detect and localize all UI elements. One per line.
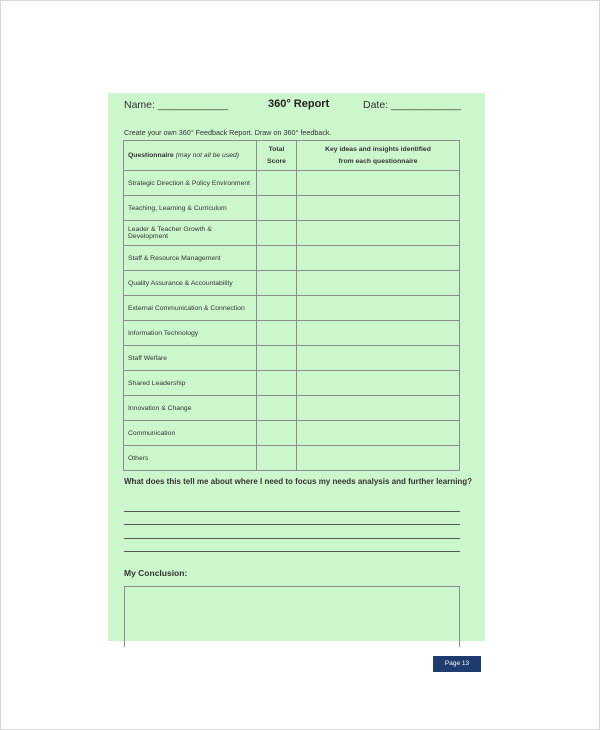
table-row	[124, 221, 460, 246]
score-cell[interactable]	[257, 271, 297, 296]
conclusion-box[interactable]	[124, 586, 460, 647]
insights-cell[interactable]	[297, 246, 460, 271]
header-total-score	[257, 141, 297, 171]
insights-cell[interactable]	[297, 221, 460, 246]
header-insights-line1: Key ideas and insights identified	[325, 145, 431, 153]
header-insights-line2: from each questionnaire	[338, 157, 418, 165]
conclusion-label: My Conclusion:	[124, 568, 188, 578]
score-cell[interactable]	[257, 171, 297, 196]
table-row	[124, 346, 460, 371]
insights-cell[interactable]	[297, 196, 460, 221]
header-questionnaire	[124, 141, 257, 171]
report-header	[108, 93, 485, 115]
insights-cell[interactable]	[297, 346, 460, 371]
insights-cell[interactable]	[297, 421, 460, 446]
row-label: Innovation & Change	[124, 396, 257, 421]
table-row	[124, 371, 460, 396]
header-questionnaire-label: Questionnaire	[128, 151, 174, 159]
table-row	[124, 271, 460, 296]
score-cell[interactable]	[257, 221, 297, 246]
report-title: 360° Report	[268, 98, 330, 110]
row-label: Communication	[124, 421, 257, 446]
date-field[interactable]: Date: ____________	[363, 99, 462, 111]
header-score-line1: Total	[268, 145, 285, 153]
row-label: Shared Leadership	[124, 371, 257, 396]
answer-line[interactable]	[124, 511, 460, 512]
score-cell[interactable]	[257, 296, 297, 321]
table-row	[124, 321, 460, 346]
table-row	[124, 171, 460, 196]
page-number-badge: Page 13	[433, 656, 481, 672]
table-row	[124, 421, 460, 446]
insights-cell[interactable]	[297, 371, 460, 396]
insights-cell[interactable]	[297, 321, 460, 346]
insights-cell[interactable]	[297, 446, 460, 471]
row-label: Staff Welfare	[124, 346, 257, 371]
insights-cell[interactable]	[297, 171, 460, 196]
table-row	[124, 196, 460, 221]
score-cell[interactable]	[257, 196, 297, 221]
intro-text: Create your own 360° Feedback Report. Draw on 360° feedback.	[124, 128, 332, 137]
table-header-row	[124, 141, 460, 171]
score-cell[interactable]	[257, 371, 297, 396]
table-row	[124, 396, 460, 421]
row-label: Teaching, Learning & Curriculum	[124, 196, 257, 221]
insights-cell[interactable]	[297, 271, 460, 296]
answer-line[interactable]	[124, 524, 460, 525]
feedback-table	[123, 140, 460, 471]
score-cell[interactable]	[257, 246, 297, 271]
row-label: Leader & Teacher Growth & Development	[124, 221, 257, 246]
table-row	[124, 296, 460, 321]
row-label: Information Technology	[124, 321, 257, 346]
row-label: Quality Assurance & Accountability	[124, 271, 257, 296]
row-label: Others	[124, 446, 257, 471]
header-insights	[297, 141, 460, 171]
row-label: Staff & Resource Management	[124, 246, 257, 271]
report-sheet	[108, 93, 485, 641]
answer-line[interactable]	[124, 538, 460, 539]
insights-cell[interactable]	[297, 296, 460, 321]
score-cell[interactable]	[257, 421, 297, 446]
score-cell[interactable]	[257, 346, 297, 371]
table-row	[124, 446, 460, 471]
row-label: Strategic Direction & Policy Environment	[124, 171, 257, 196]
score-cell[interactable]	[257, 396, 297, 421]
table-row	[124, 246, 460, 271]
header-questionnaire-note: (may not all be used)	[175, 151, 240, 159]
focus-question: What does this tell me about where I need to focus my needs analysis and further learning?	[124, 477, 473, 486]
answer-line[interactable]	[124, 551, 460, 552]
name-field[interactable]: Name: ____________	[124, 99, 228, 111]
score-cell[interactable]	[257, 321, 297, 346]
header-score-line2: Score	[267, 157, 286, 165]
row-label: External Communication & Connection	[124, 296, 257, 321]
score-cell[interactable]	[257, 446, 297, 471]
insights-cell[interactable]	[297, 396, 460, 421]
